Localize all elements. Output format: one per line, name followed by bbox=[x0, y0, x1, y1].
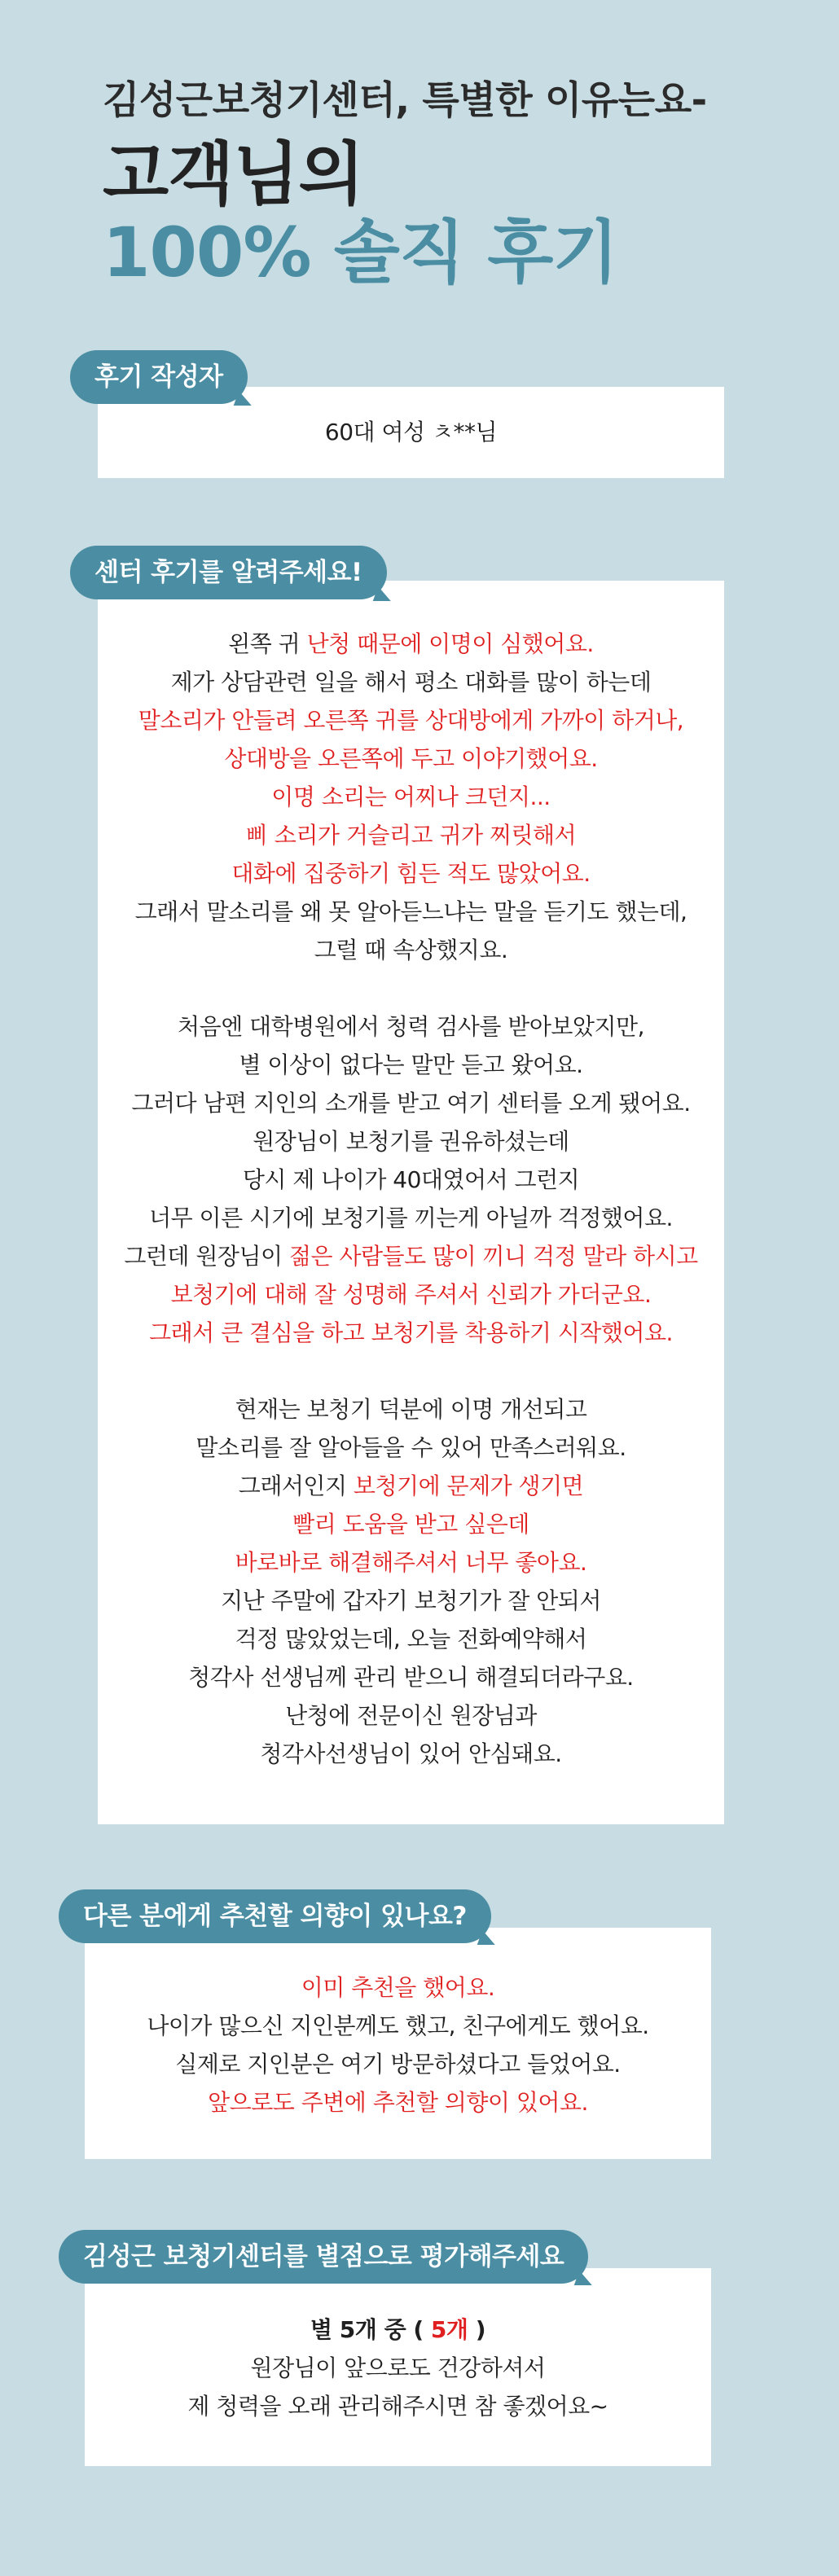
review-line: 그래서 큰 결심을 하고 보청기를 착용하기 시작했어요. bbox=[149, 1319, 673, 1346]
review-line: 왼쪽 귀 난청 때문에 이명이 심했어요. bbox=[228, 630, 594, 657]
rating-tag: 김성근 보청기센터를 별점으로 평가해주세요 bbox=[59, 2230, 588, 2284]
review-line: 너무 이른 시기에 보청기를 끼는게 아닐까 걱정했어요. bbox=[149, 1205, 673, 1231]
review-line: 삐 소리가 거슬리고 귀가 찌릿해서 bbox=[245, 822, 577, 849]
paragraph-gap bbox=[98, 1352, 724, 1390]
recommend-card bbox=[85, 1928, 711, 2159]
review-line: 보청기에 대해 잘 성명해 주셔서 신뢰가 가더군요. bbox=[170, 1281, 652, 1308]
rating-line: 제 청력을 오래 관리해주시면 참 좋겠어요~ bbox=[187, 2393, 608, 2420]
hero-subtitle: 김성근보청기센터, 특별한 이유는요- bbox=[103, 78, 707, 123]
review-line: 청각사 선생님께 관리 받으니 해결되더라구요. bbox=[188, 1664, 634, 1691]
recommend-line: 실제로 지인분은 여기 방문하셨다고 들었어요. bbox=[175, 2051, 621, 2078]
review-line: 대화에 집중하기 힘든 적도 많았어요. bbox=[231, 860, 591, 887]
rating-line: 원장님이 앞으로도 건강하셔서 bbox=[250, 2354, 546, 2381]
review-line: 말소리를 잘 알아들을 수 있어 만족스러워요. bbox=[195, 1434, 626, 1461]
review-line: 당시 제 나이가 40대였어서 그런지 bbox=[242, 1166, 580, 1193]
review-line: 현재는 보청기 덕분에 이명 개선되고 bbox=[235, 1396, 587, 1423]
review-line: 그래서 말소리를 왜 못 알아듣느냐는 말을 듣기도 했는데, bbox=[134, 898, 687, 925]
hero-heading bbox=[103, 77, 771, 292]
hero-title: 고객님의 bbox=[103, 134, 364, 214]
hero-accent-title: 100% 솔직 후기 bbox=[103, 213, 618, 293]
review-line: 제가 상담관련 일을 해서 평소 대화를 많이 하는데 bbox=[170, 669, 652, 696]
review-line: 바로바로 해결해주셔서 너무 좋아요. bbox=[235, 1549, 587, 1576]
review-line: 원장님이 보청기를 권유하셨는데 bbox=[253, 1128, 569, 1155]
review-line: 말소리가 안들려 오른쪽 귀를 상대방에게 가까이 하거나, bbox=[138, 707, 684, 734]
author-value: 60대 여성 ㅊ**님 bbox=[324, 419, 498, 445]
review-line: 그런데 원장님이 젊은 사람들도 많이 끼니 걱정 말라 하시고 bbox=[124, 1243, 698, 1270]
review-tag: 센터 후기를 알려주세요! bbox=[70, 546, 387, 599]
review-line: 그래서인지 보청기에 문제가 생기면 bbox=[238, 1472, 584, 1499]
review-line: 별 이상이 없다는 말만 듣고 왔어요. bbox=[239, 1051, 583, 1078]
review-line: 지난 주말에 갑자기 보청기가 잘 안되서 bbox=[221, 1587, 601, 1614]
review-line: 이명 소리는 어찌나 크던지... bbox=[271, 783, 551, 810]
rating-score-value: 5개 bbox=[430, 2316, 468, 2343]
recommend-line: 나이가 많으신 지인분께도 했고, 친구에게도 했어요. bbox=[147, 2012, 649, 2039]
review-card bbox=[98, 581, 724, 1824]
review-line: 걱정 많았었는데, 오늘 전화예약해서 bbox=[235, 1626, 587, 1652]
recommend-line: 앞으로도 주변에 추천할 의향이 있어요. bbox=[208, 2089, 588, 2116]
recommend-tag: 다른 분에게 추천할 의향이 있나요? bbox=[59, 1889, 491, 1943]
review-line: 그러다 남편 지인의 소개를 받고 여기 센터를 오게 됐어요. bbox=[131, 1090, 691, 1117]
rating-card bbox=[85, 2268, 711, 2466]
review-line: 그럴 때 속상했지요. bbox=[314, 937, 508, 963]
rating-score: 별 5개 중 ( 5개 ) bbox=[310, 2316, 485, 2343]
paragraph-gap bbox=[98, 969, 724, 1007]
review-line: 난청에 전문이신 원장님과 bbox=[285, 1702, 537, 1729]
review-line: 빨리 도움을 받고 싶은데 bbox=[292, 1511, 529, 1538]
review-line: 청각사선생님이 있어 안심돼요. bbox=[260, 1740, 562, 1767]
review-line: 상대방을 오른쪽에 두고 이야기했어요. bbox=[224, 745, 598, 772]
review-line: 처음엔 대학병원에서 청력 검사를 받아보았지만, bbox=[178, 1013, 644, 1040]
author-tag: 후기 작성자 bbox=[70, 350, 248, 404]
recommend-line: 이미 추천을 했어요. bbox=[301, 1974, 495, 2001]
